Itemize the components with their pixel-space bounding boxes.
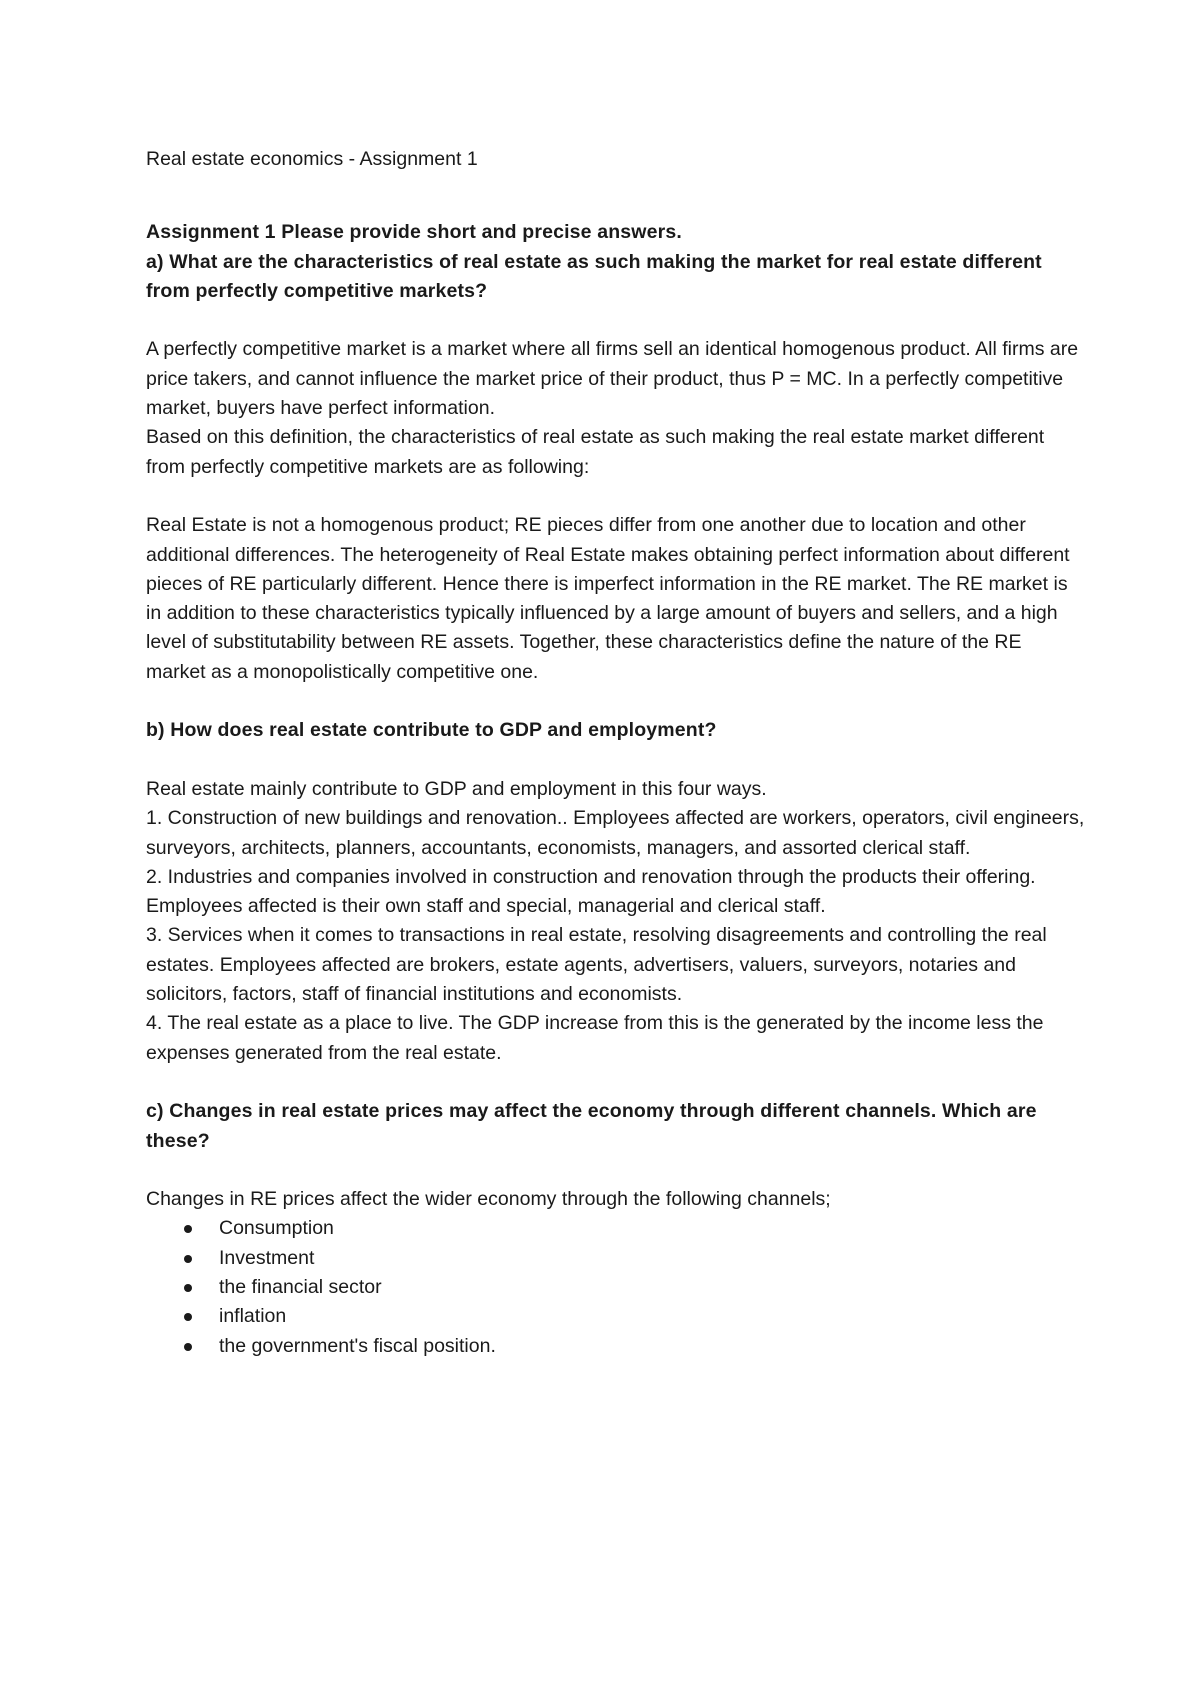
answer-a-paragraph-3: Real Estate is not a homogenous product; RE pieces differ from one another due to location and other additional differences. The heterogeneity of Real Estate makes obtaining perfect information about different pieces of RE particularly different. Hence there is imperfect information in the RE market. The RE market is in addition to these characteristics typically influenced by a large amount of buyers and sellers, and a high level of substitutability between RE assets. Together, these characteristics define the nature of the RE market as a monopolistically competitive one.	[146, 514, 1070, 683]
answer-b-item-2: 2. Industries and companies involved in construction and renovation through the products their offering. Employees affected is their own staff and special, managerial and clerical staff.	[146, 865, 1036, 918]
spacer	[146, 482, 1086, 511]
answer-b-item-1: 1. Construction of new buildings and renovation.. Employees affected are workers, operators, civil engineers, surveyors, architects, planners, accountants, economists, managers, and assorted clerical staff.	[146, 807, 1085, 859]
spacer	[146, 1068, 1086, 1097]
spacer	[146, 746, 1086, 775]
answer-b-item-4: 4. The real estate as a place to live. The GDP increase from this is the generated by the income less the expenses generated from the real estate.	[146, 1012, 1044, 1064]
question-a: a) What are the characteristics of real estate as such making the market for real estate different from perfectly competitive markets?	[146, 250, 1042, 302]
answer-b-intro: Real estate mainly contribute to GDP and employment in this four ways.	[146, 777, 767, 800]
list-item: the government's fiscal position.	[146, 1332, 1086, 1361]
spacer	[146, 687, 1086, 716]
question-b: b) How does real estate contribute to GDP and employment?	[146, 719, 717, 742]
list-item: Investment	[146, 1244, 1086, 1273]
document-title: Real estate economics - Assignment 1	[146, 148, 478, 170]
list-item: the financial sector	[146, 1273, 1086, 1302]
answer-b-item-3: 3. Services when it comes to transactions in real estate, resolving disagreements and controlling the real estates. Employees affected are brokers, estate agents, advertisers, valuers, surveyors, notaries and solicitors, factors, staff of financial institutions and economists.	[146, 924, 1047, 1006]
spacer	[146, 1156, 1086, 1185]
answer-c-intro: Changes in RE prices affect the wider economy through the following channels;	[146, 1188, 831, 1211]
answer-a-paragraph-2: Based on this definition, the characteristics of real estate as such making the real estate market different from perfectly competitive markets are as following:	[146, 426, 1045, 478]
answer-a-paragraph-1: A perfectly competitive market is a market where all firms sell an identical homogenous product. All firms are price takers, and cannot influence the market price of their product, thus P = MC. In a perfectly competitive market, buyers have perfect information.	[146, 338, 1079, 420]
list-item: inflation	[146, 1302, 1086, 1331]
question-c: c) Changes in real estate prices may affect the economy through different channels. Which are these?	[146, 1100, 1037, 1152]
list-item: Consumption	[146, 1214, 1086, 1243]
document-body	[146, 145, 1086, 1361]
spacer	[146, 306, 1086, 335]
channels-list	[146, 1214, 1086, 1360]
intro-heading: Assignment 1 Please provide short and precise answers.	[146, 221, 682, 244]
